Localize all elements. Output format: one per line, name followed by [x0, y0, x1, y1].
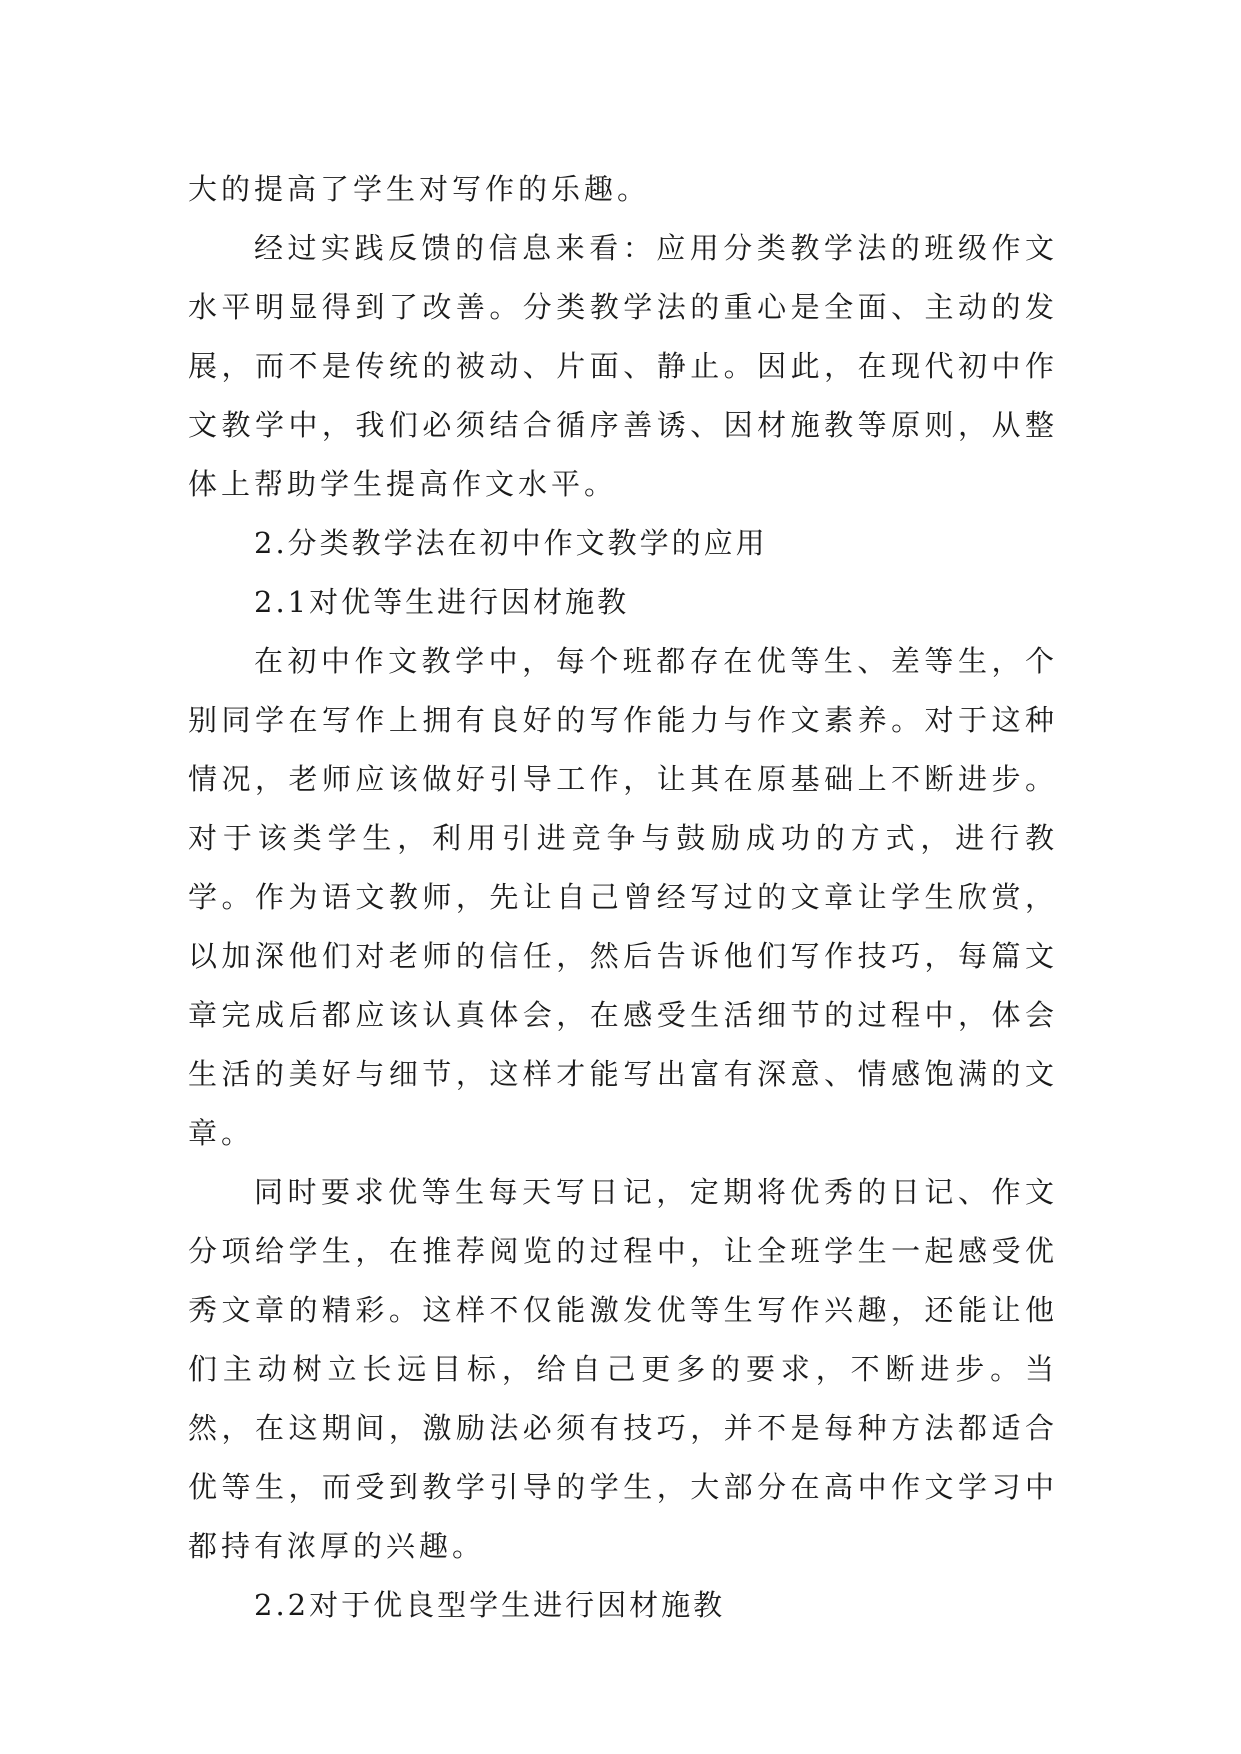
paragraph-top-students: 在初中作文教学中，每个班都存在优等生、差等生，个别同学在写作上拥有良好的写作能力与作文素养。对于这种情况，老师应该做好引导工作，让其在原基础上不断进步。对于该类学生，利用引进竞争与鼓励成功的方式，进行教学。作为语文教师，先让自己曾经写过的文章让学生欣赏，以加深他们对老师的信任，然后告诉他们写作技巧，每篇文章完成后都应该认真体会，在感受生活细节的过程中，体会生活的美好与细节，这样才能写出富有深意、情感饱满的文章。 [188, 644, 1058, 1150]
section-heading-2-2: 2.2对于优良型学生进行因材施教 [254, 1588, 726, 1622]
paragraph-continuation: 大的提高了学生对写作的乐趣。 [188, 172, 651, 206]
document-body [188, 160, 1058, 1635]
section-heading-2-1: 2.1对优等生进行因材施教 [254, 585, 630, 619]
paragraph-diary: 同时要求优等生每天写日记，定期将优秀的日记、作文分项给学生，在推荐阅览的过程中，让全班学生一起感受优秀文章的精彩。这样不仅能激发优等生写作兴趣，还能让他们主动树立长远目标，给自己更多的要求，不断进步。当然，在这期间，激励法必须有技巧，并不是每种方法都适合优等生，而受到教学引导的学生，大部分在高中作文学习中都持有浓厚的兴趣。 [188, 1175, 1058, 1563]
section-heading-2: 2.分类教学法在初中作文教学的应用 [254, 526, 768, 560]
paragraph-feedback: 经过实践反馈的信息来看：应用分类教学法的班级作文水平明显得到了改善。分类教学法的重心是全面、主动的发展，而不是传统的被动、片面、静止。因此，在现代初中作文教学中，我们必须结合循序善诱、因材施教等原则，从整体上帮助学生提高作文水平。 [188, 231, 1058, 501]
